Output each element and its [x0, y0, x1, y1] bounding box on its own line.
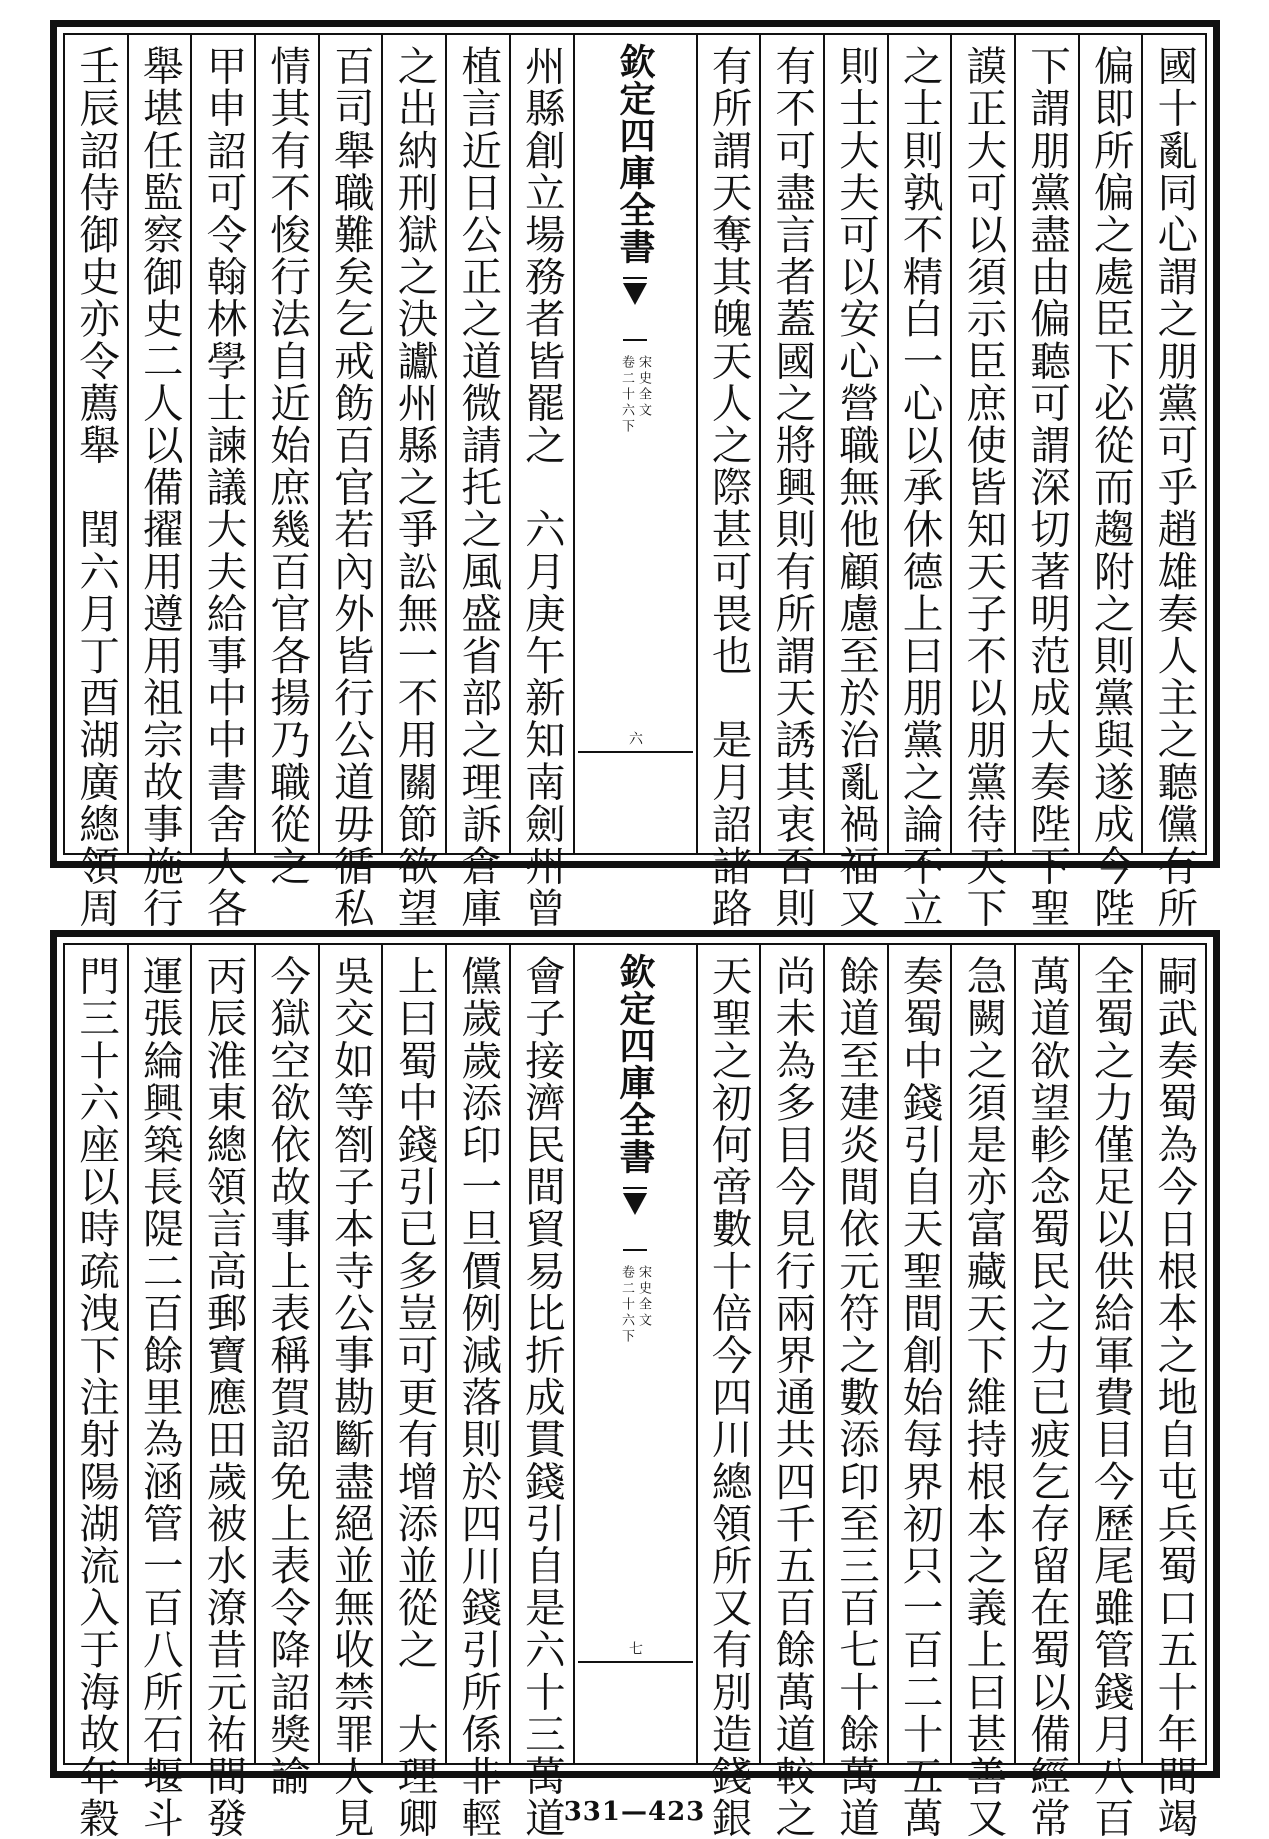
page-number-rule [578, 1661, 693, 1663]
text-column: 尚未為多目今見行兩界通共四千五百餘萬道較之 [759, 945, 823, 1763]
text-column: 有不可盡言者蓋國之將興則有所謂天誘其衷否則 [759, 35, 823, 853]
text-column: 之出納刑獄之決讞州縣之爭訟無一不用關節欲望 [381, 35, 445, 853]
text-column: 國十亂同心謂之朋黨可乎趙雄奏人主之聽儻有所 [1141, 35, 1205, 853]
text-column: 上曰蜀中錢引已多豈可更有增添並從之 大理卿 [381, 945, 445, 1763]
book-meta [620, 355, 650, 435]
text-column: 謨正大可以須示臣庶使皆知天子不以朋黨待天下 [950, 35, 1014, 853]
text-column: 情其有不悛行法自近始庶幾百官各揚乃職從之 [254, 35, 318, 853]
library-title: 欽定四庫全書 [614, 43, 656, 265]
fish-tail-mark-icon [623, 1187, 647, 1251]
text-column: 嗣武奏蜀為今日根本之地自屯兵蜀口五十年間竭 [1141, 945, 1205, 1763]
text-column: 則士大夫可以安心營職無他顧慮至於治亂禍福又 [823, 35, 887, 853]
volume-label: 卷二十六下 [619, 1265, 634, 1345]
text-column: 全蜀之力僅足以供給軍費目今歷尾雖管錢月八百 [1078, 945, 1142, 1763]
page-number: 六 [627, 731, 643, 745]
page-number-rule [578, 751, 693, 753]
text-column: 舉堪任監察御史二人以備擢用遵用祖宗故事施行 [127, 35, 191, 853]
page-number: 七 [627, 1641, 643, 1655]
volume-label: 卷二十六下 [619, 355, 634, 435]
library-title: 欽定四庫全書 [614, 953, 656, 1175]
top-page-frame [50, 20, 1220, 930]
text-column: 壬辰詔侍御史亦令薦舉 閏六月丁酉湖廣總領周 [72, 45, 121, 930]
text-column: 門三十六座以時疏洩下注射陽湖流入于海故年穀 [72, 955, 121, 1839]
text-column: 偏即所偏之處臣下必從而趨附之則黨與遂成今陛 [1078, 35, 1142, 853]
text-column: 運張綸興築長隄二百餘里為涵管一百八所石堰斗 [127, 945, 191, 1763]
text-column: 天聖之初何啻數十倍今四川總領所又有別造錢銀 [696, 945, 760, 1763]
center-fold-column [573, 945, 696, 1763]
text-column: 植言近日公正之道微請托之風盛省部之理訴倉庫 [445, 35, 509, 853]
book-title: 宋史全文 [636, 355, 651, 419]
top-page-inner-border [63, 33, 1207, 930]
text-column: 州縣創立場務者皆罷之 六月庚午新知南劍州曾 [509, 35, 573, 853]
text-column: 甲申詔可令翰林學士諫議大夫給事中中書舍人各 [190, 35, 254, 853]
text-column: 有所謂天奪其魄天人之際甚可畏也 是月詔諸路 [696, 35, 760, 853]
text-column: 百司舉職難矣乞戒飭百官若內外皆行公道毋循私 [318, 35, 382, 853]
fish-tail-mark-icon [623, 277, 647, 341]
text-column: 丙辰淮東總領言高郵寶應田歲被水潦昔元祐間發 [190, 945, 254, 1763]
text-column: 急闕之須是亦富藏天下維持根本之義上曰甚善又 [950, 945, 1014, 1763]
text-column: 之士則孰不精白一心以承休德上曰朋黨之論不立 [887, 35, 951, 853]
text-column: 今獄空欲依故事上表稱賀詔免上表令降詔獎諭 [254, 945, 318, 1763]
text-column: 儻歲歲添印一旦價例減落則於四川錢引所係非輕 [445, 945, 509, 1763]
center-fold-column [573, 35, 696, 853]
text-column: 吳交如等劄子本寺公事勘斷盡絕並無收禁罪人見 [318, 945, 382, 1763]
book-title: 宋史全文 [636, 1265, 651, 1329]
text-column: 餘道至建炎間依元符之數添印至三百七十餘萬道 [823, 945, 887, 1763]
text-column: 萬道欲望軫念蜀民之力已疲乞存留在蜀以備經常 [1014, 945, 1078, 1763]
book-meta [620, 1265, 650, 1345]
text-column: 奏蜀中錢引自天聖間創始每界初只一百二十五萬 [887, 945, 951, 1763]
text-column: 下謂朋黨盡由偏聽可謂深切著明范成大奏陛下聖 [1014, 35, 1078, 853]
text-column: 會子接濟民間貿易比折成貫錢引自是六十三萬道 [509, 945, 573, 1763]
page-identifier: 331—423 [563, 1797, 706, 1827]
